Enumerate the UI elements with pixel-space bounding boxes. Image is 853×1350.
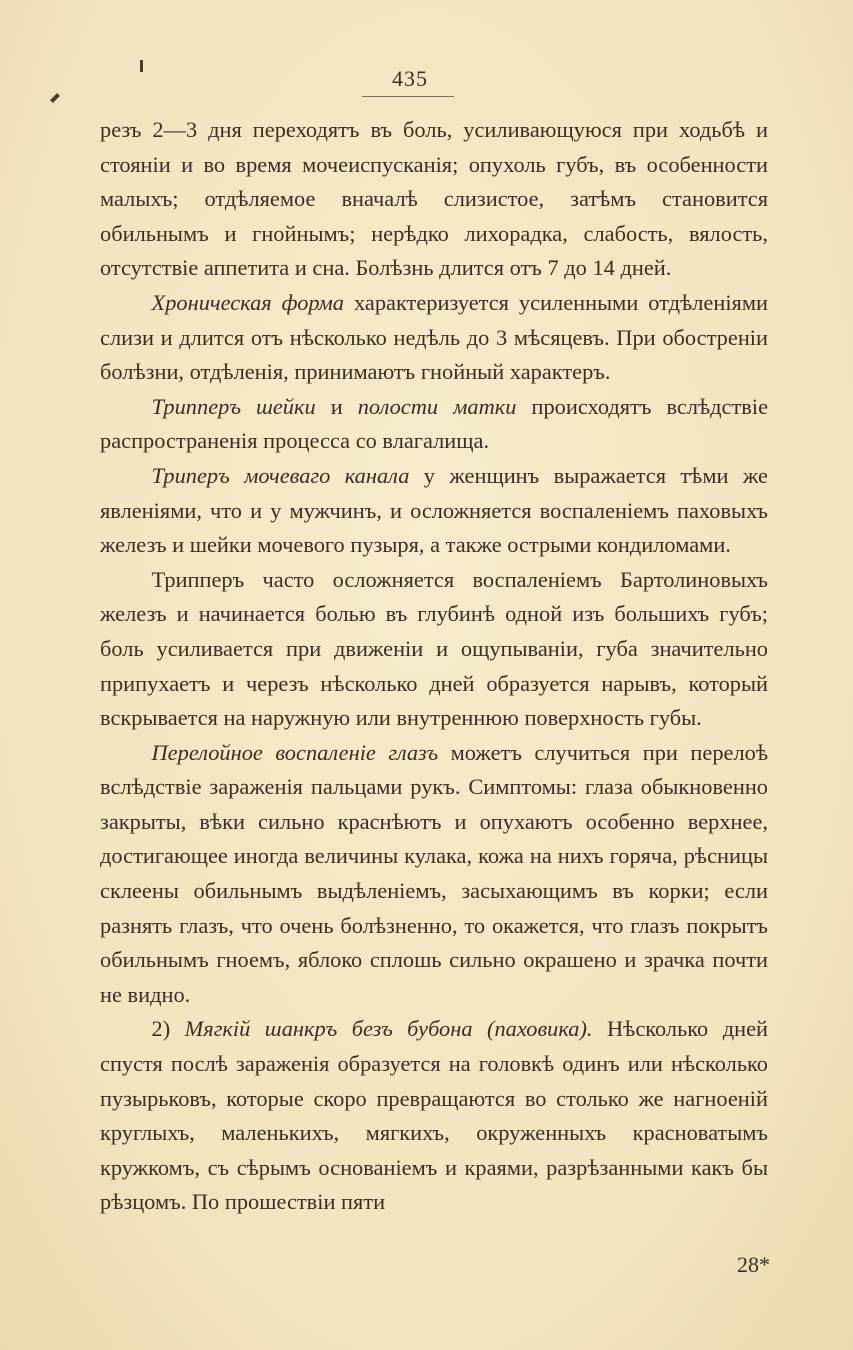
paragraph — [100, 459, 768, 563]
italic-heading: полости матки — [357, 393, 517, 419]
header-rule — [362, 96, 454, 97]
list-number: 2) — [151, 1016, 171, 1042]
paragraph-text: у женщинъ выражается тѣми же явленіями, что и у мужчинъ, и осложняется воспаленіемъ паховыхъ железъ и шейки мочевого пузыря, а также острыми кондиломами. — [100, 462, 768, 558]
paragraph — [100, 736, 768, 1013]
italic-heading: Хроническая форма — [151, 289, 345, 315]
paragraph-text: Нѣсколько дней спустя послѣ зараженія образуется на головкѣ одинъ или нѣсколько пузырьковъ, которые скоро превращаются во столько же нагноеній круглыхъ, маленькихъ, мягкихъ, окруженныхъ красноватымъ кружкомъ, съ сѣрымъ основаніемъ и краями, разрѣзанными какъ бы рѣзцомъ. По прошествіи пяти — [100, 1016, 768, 1215]
paragraph — [100, 113, 768, 286]
italic-heading: Трипперъ шейки — [151, 393, 316, 419]
page-number: 435 — [392, 66, 428, 91]
italic-heading: Мягкій шанкръ безъ бубона (паховика). — [184, 1016, 593, 1042]
paragraph — [100, 390, 768, 459]
paragraph — [100, 563, 768, 736]
paragraph — [100, 286, 768, 390]
italic-heading: Триперъ мочеваго канала — [151, 462, 410, 488]
paragraph-text: резъ 2—3 дня переходятъ въ боль, усиливающуюся при ходьбѣ и стояніи и во время мочеиспусканія; опухоль губъ, въ особенности малыхъ; отдѣляемое вначалѣ слизистое, затѣмъ становится обильнымъ и гнойнымъ; нерѣдко лихорадка, слабость, вялость, отсутствіе аппетита и сна. Болѣзнь длится отъ 7 до 14 дней. — [100, 117, 768, 281]
paragraph-text: можетъ случиться при перелоѣ вслѣдствіе зараженія пальцами рукъ. Симптомы: глаза обыкновенно закрыты, вѣки сильно краснѣютъ и опухаютъ особенно верхнее, достигающее иногда величины кулака, кожа на нихъ горяча, рѣсницы склеены обильнымъ выдѣленіемъ, засыхающимъ въ корки; если разнять глазъ, что очень болѣзненно, то окажется, что глазъ покрытъ обильнымъ гноемъ, яблоко сплошь сильно окрашено и зрачка почти не видно. — [100, 739, 768, 1007]
conjunction: и — [315, 393, 358, 419]
paragraph-text: происходятъ вслѣдствіе распространенія процесса со влагалища. — [100, 393, 769, 454]
body-text — [100, 113, 768, 1220]
signature-mark: 28* — [737, 1252, 770, 1277]
print-mark — [140, 60, 143, 72]
paragraph-text: характеризуется усиленными отдѣленіями слизи и длится отъ нѣсколько недѣль до 3 мѣсяцевъ. При обостреніи болѣзни, отдѣленія, принимаютъ гнойный характеръ. — [100, 289, 768, 385]
paragraph — [100, 1012, 768, 1220]
paragraph-text: Трипперъ часто осложняется воспаленіемъ Бартолиновыхъ железъ и начинается болью въ глубинѣ одной изъ большихъ губъ; боль усиливается при движеніи и ощупываніи, губа значительно припухаетъ и черезъ нѣсколько дней образуется нарывъ, который вскрывается на наружную или внутреннюю поверхность губы. — [100, 566, 768, 731]
italic-heading: Перелойное воспаленіе глазъ — [151, 739, 439, 765]
print-mark — [50, 93, 60, 103]
